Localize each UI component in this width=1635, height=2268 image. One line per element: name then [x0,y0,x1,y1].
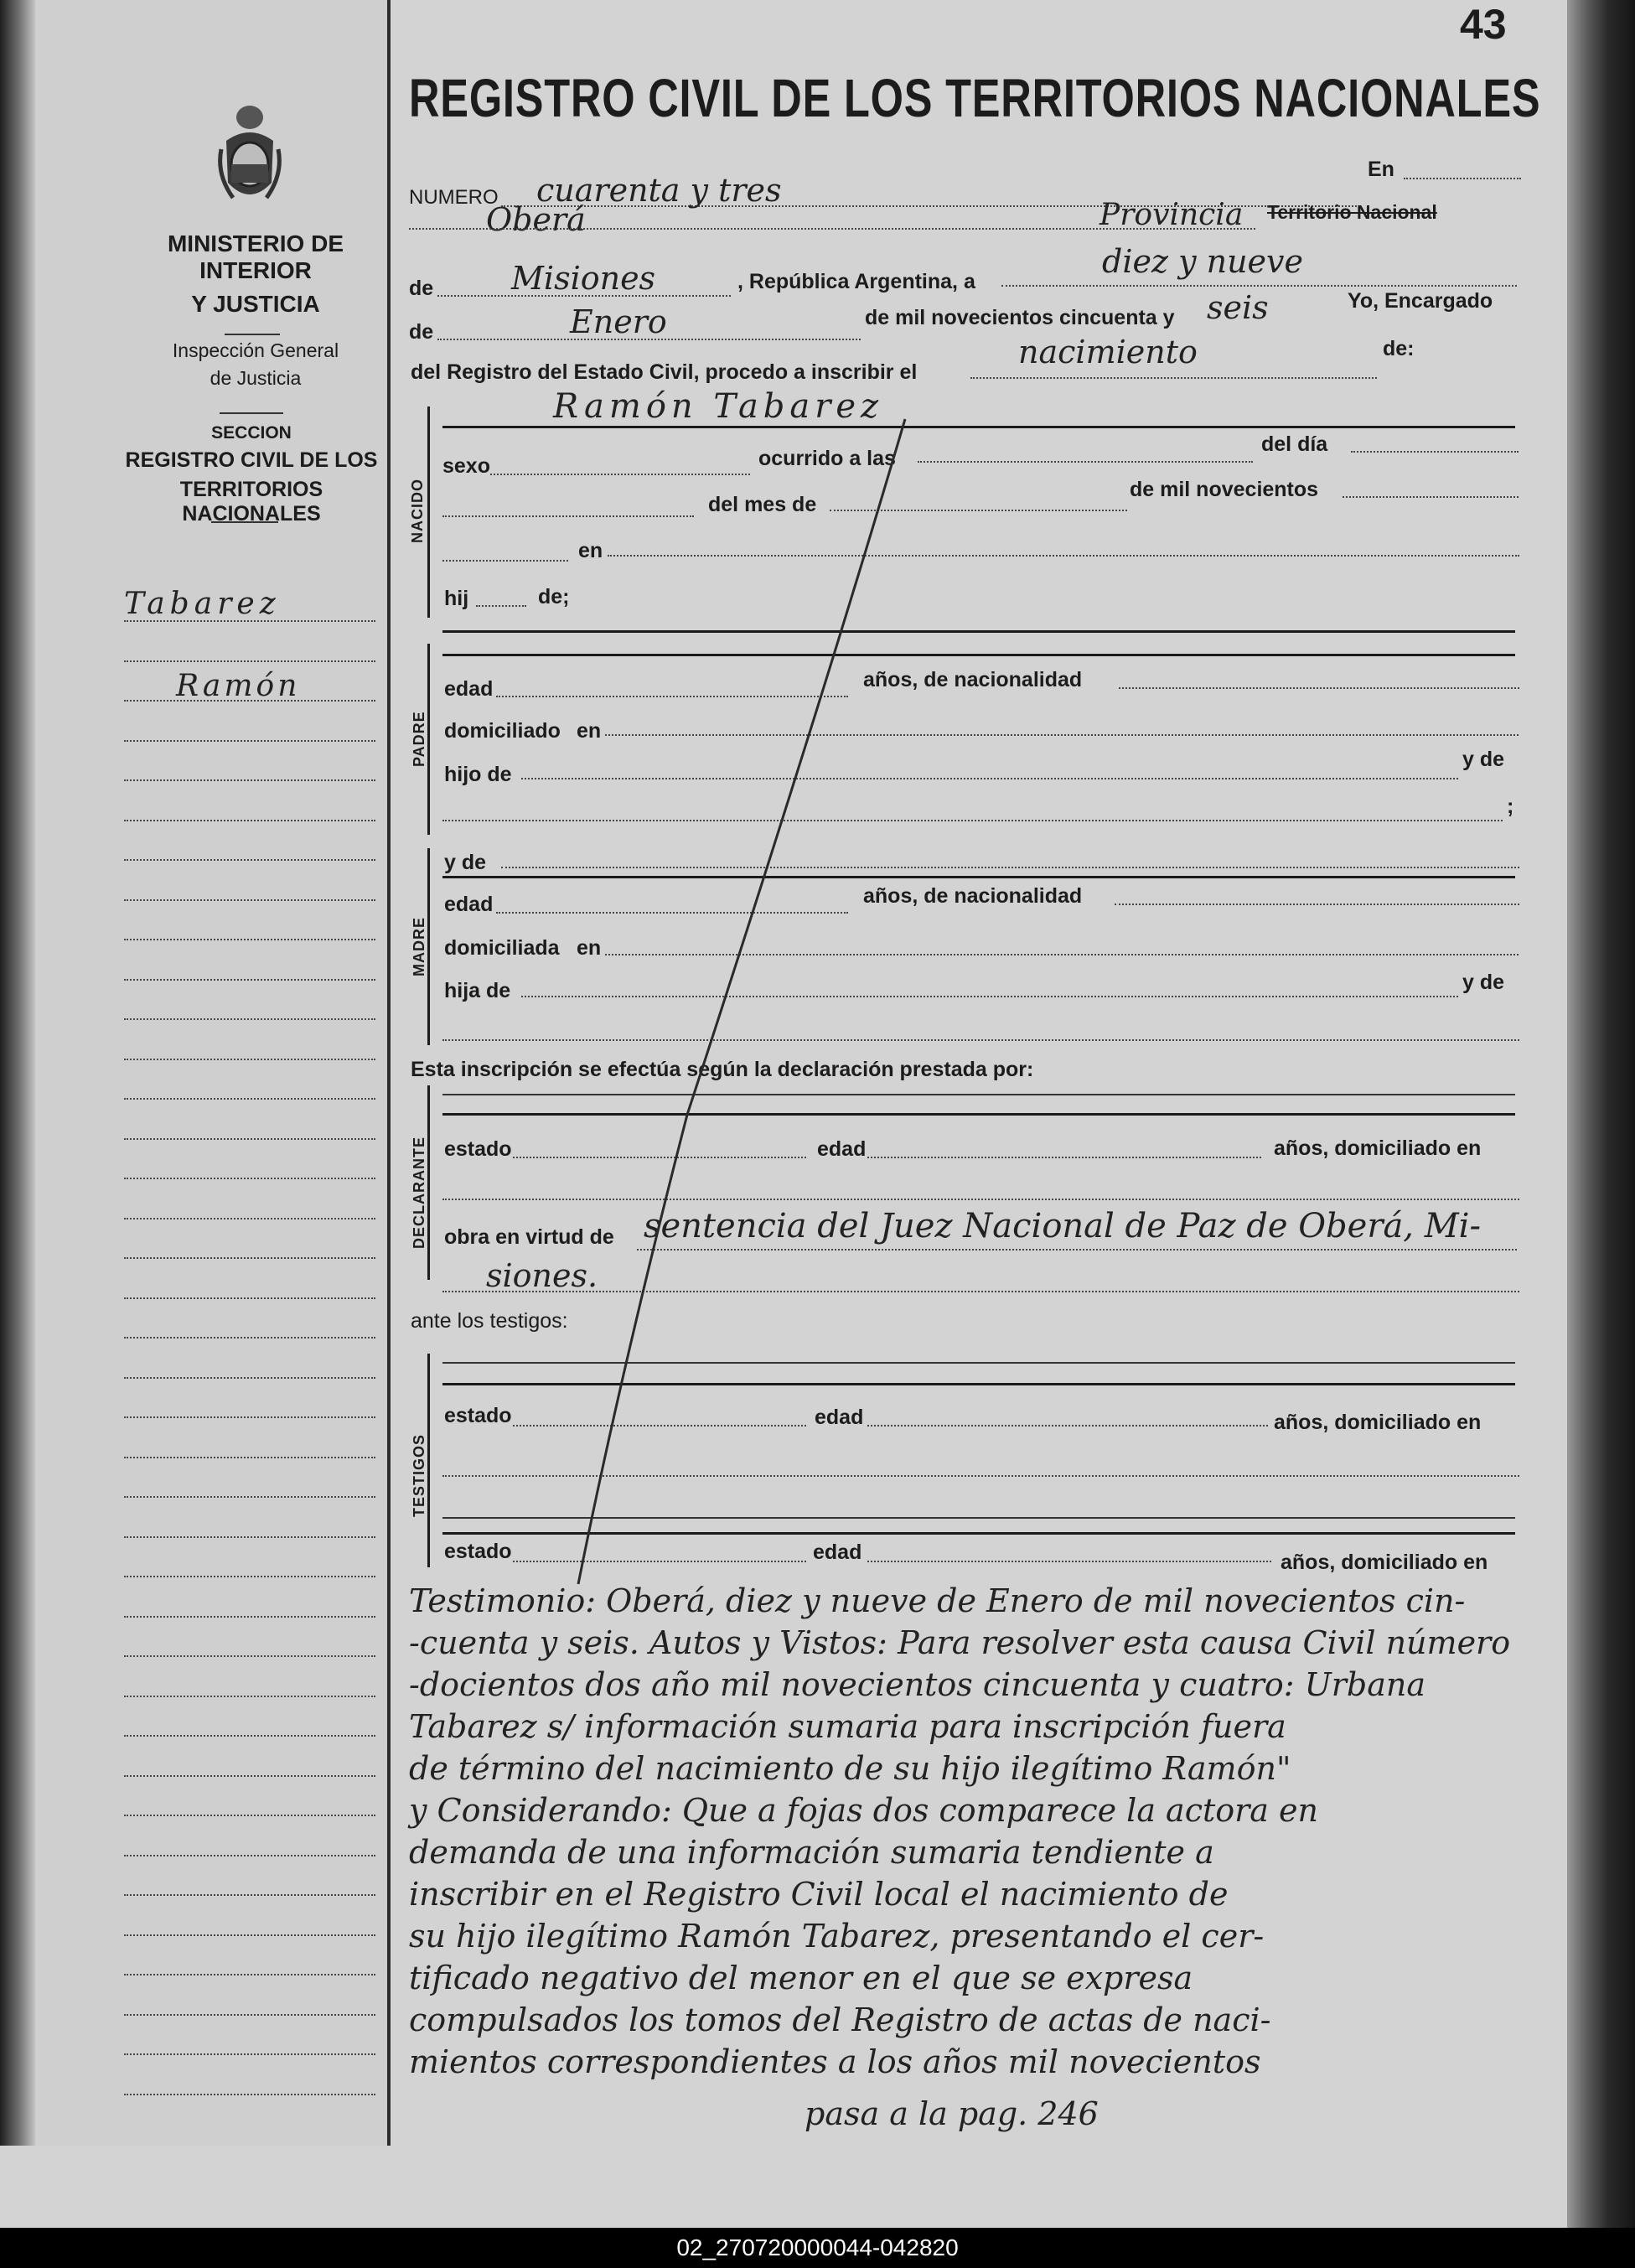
en-label: En [1368,158,1394,181]
sidebar-given-name: Ramón [176,669,301,703]
sidebar-rule [211,521,278,523]
inspection-block [126,339,385,390]
year-label: de mil novecientos cincuenta y [865,306,1175,329]
hij-label: hij [444,587,469,610]
sidebar-rule-line [124,1576,375,1577]
obra-label: obra en virtud de [444,1225,614,1249]
sidebar-rule-line [124,1855,375,1856]
testigos-intro-label: ante los testigos: [411,1309,568,1333]
sidebar-rule-line [124,700,375,702]
sidebar-rule-line [124,1974,375,1975]
inspection-line1: Inspección General [172,339,339,361]
testimonio-line: y Considerando: Que a fojas dos comparece la actora en [409,1792,1319,1829]
hij-de-label: de; [538,585,570,608]
republica-label: , República Argentina, a [737,270,975,293]
testimonio-line: mientos correspondientes a los años mil novecientos [409,2043,1261,2080]
coat-of-arms-icon [216,99,283,208]
hora-line [918,461,1253,463]
left-margin-panel [35,0,387,2146]
hijo-de-label: hijo de [444,763,512,786]
testimonio-block [409,1580,1532,2083]
nacido-en-label: en [578,539,603,562]
sidebar-rule-line [124,1934,375,1936]
madre-domiciliada-label: domiciliada [444,936,560,960]
testigos-label: TESTIGOS [411,1433,427,1517]
en-line [1404,178,1521,179]
padre-semicolon: ; [1507,795,1514,818]
madre-en-label: en [577,936,602,960]
del-dia-label: del día [1261,432,1328,456]
hija-de-label: hija de [444,979,511,1002]
sidebar-rule-line [124,899,375,901]
padre-y-de-label: y de [1462,748,1505,771]
year-value: seis [1207,289,1269,326]
sidebar-rule-line [124,1416,375,1418]
testimonio-line: demanda de una información sumaria tendiente a [409,1834,1214,1871]
section-label: SECCION [211,423,292,443]
provincia-value: Provincia [1099,198,1244,232]
declarante-edad-label: edad [817,1137,867,1161]
sidebar-rule-line [124,1218,375,1219]
numero-label: NUMERO [409,186,499,209]
padre-en-label: en [577,719,602,743]
sidebar-rule-line [124,2053,375,2055]
sidebar-rule-line [124,820,375,821]
mil-line [1343,496,1519,498]
ocurrido-label: ocurrido a las [758,447,896,470]
de3-label: de: [1383,337,1415,360]
nacido-bar [427,406,430,618]
book-spine [1567,0,1635,2229]
testimonio-line: -docientos dos año mil novecientos cincuenta y cuatro: Urbana [409,1666,1425,1703]
del-mes-label: del mes de [708,493,817,516]
sidebar-rule-line [124,620,375,622]
declarante-anos-label: años, domiciliado en [1274,1137,1482,1160]
dia-line [1351,451,1519,453]
place-value: Oberá [486,201,586,238]
act-type-line [970,377,1377,379]
sidebar-rule-line [124,1735,375,1737]
padre-nac-line [1119,687,1519,689]
sidebar-rule-line [124,1536,375,1538]
section-block [117,423,385,526]
testimonio-line: de término del nacimiento de su hijo ilegítimo Ramón" [409,1750,1291,1787]
sidebar-rule-line [124,1337,375,1339]
inspection-line2: de Justicia [210,367,302,389]
sidebar-rule-line [124,2014,375,2016]
testimonio-line: Testimonio: Oberá, diez y nueve de Enero de mil novecientos cin- [409,1582,1466,1619]
sidebar-rule-line [124,979,375,981]
ministry-title [126,230,385,318]
page-title: REGISTRO CIVIL DE LOS TERRITORIOS NACIONALES [409,68,1541,128]
cancel-stroke [545,411,922,1601]
sidebar-rule-line [124,1377,375,1379]
sexo-label: sexo [442,454,490,478]
hij-line [476,605,526,607]
madre-y-de2-label: y de [1462,971,1505,994]
sidebar-rule-line [124,1098,375,1100]
padre-label: PADRE [411,711,427,767]
sidebar-surname: Tabarez [124,587,281,621]
testimonio-line: Tabarez s/ información sumaria para inscripción fuera [409,1708,1286,1745]
sidebar-rule-line [124,1257,375,1259]
madre-y-de-label: y de [444,851,487,874]
testimonio-line: tificado negativo del menor en el que se expresa [409,1960,1193,1996]
madre-edad-label: edad [444,893,494,916]
declarante-edad-line [867,1157,1261,1158]
act-type-value: nacimiento [1018,334,1198,370]
nacido-label: NACIDO [409,479,426,543]
sidebar-rule [220,412,283,414]
day-line [1001,285,1517,287]
section-name-line1: REGISTRO CIVIL DE LOS [125,448,378,472]
sidebar-rule-line [124,1018,375,1020]
testimonio-line: su hijo ilegítimo Ramón Tabarez, presentando el cer- [409,1918,1265,1955]
testigos-anos-label: años, domiciliado en [1274,1411,1482,1434]
testigos-edad-label: edad [815,1406,864,1429]
testimonio-line: -cuenta y seis. Autos y Vistos: Para resolver esta causa Civil número [409,1624,1511,1661]
testigos-edad2-label: edad [813,1540,862,1564]
ministry-line1: MINISTERIO DE INTERIOR [167,230,344,283]
testigos-edad2-line [867,1561,1271,1562]
de-label: de [409,277,434,300]
registro-label: del Registro del Estado Civil, procedo a inscribir el [411,360,918,384]
declarante-label: DECLARANTE [411,1137,427,1249]
sidebar-rule-line [124,1457,375,1458]
sidebar-rule-line [124,1616,375,1618]
sidebar-rule-line [124,740,375,742]
book-binding [0,0,35,2146]
padre-anos-label: años, de nacionalidad [863,668,1083,691]
margin-divider [387,0,391,2146]
madre-anos-label: años, de nacionalidad [863,884,1083,908]
obra-value2: siones. [486,1257,598,1294]
numero-value: cuarenta y tres [536,172,782,209]
sidebar-rule-line [124,1815,375,1816]
month-value: Enero [570,303,667,340]
sidebar-rule-line [124,1775,375,1777]
province-name: Misiones [511,260,656,297]
sidebar-rule-line [124,1059,375,1060]
padre-edad-label: edad [444,677,494,701]
madre-nac-line [1115,904,1519,905]
sidebar-rule-line [124,1496,375,1498]
sidebar-rule-line [124,1894,375,1896]
madre-label: MADRE [411,917,427,976]
image-caption: 02_270720000044-042820 [0,2228,1635,2268]
mil-label: de mil novecientos [1130,478,1319,501]
testimonio-line: compulsados los tomos del Registro de actas de naci- [409,2001,1271,2038]
sidebar-rule-line [124,660,375,662]
declaracion-label: Esta inscripción se efectúa según la declaración prestada por: [411,1058,1034,1081]
sidebar-rule-line [124,779,375,781]
testigos-anos2-label: años, domiciliado en [1281,1551,1488,1574]
continuation-note: pasa a la pag. 246 [805,2095,1099,2132]
testigos-edad-line [867,1425,1268,1427]
padre-domiciliado-label: domiciliado [444,719,561,743]
encargado-label: Yo, Encargado [1348,289,1493,313]
obra-value: sentencia del Juez Nacional de Paz de Oberá, Mi- [644,1207,1481,1245]
de2-label: de [409,320,434,344]
sidebar-rule-line [124,2094,375,2095]
declarante-estado-label: estado [444,1137,512,1161]
sidebar-rule-line [124,939,375,940]
testimonio-line: inscribir en el Registro Civil local el nacimiento de [409,1876,1229,1913]
ministry-line2: Y JUSTICIA [191,291,320,317]
page-number: 43 [1460,1,1507,48]
testigos-estado2-label: estado [444,1540,512,1563]
sidebar-rule-line [124,859,375,861]
sidebar-rule-line [124,1178,375,1179]
sidebar-rule-line [124,1655,375,1657]
sidebar-rule-line [124,1297,375,1299]
sidebar-rule-line [124,1138,375,1140]
sidebar-rule-line [124,1696,375,1697]
section-name-line2: TERRITORIOS NACIONALES [179,478,323,526]
day-value: diez y nueve [1102,243,1304,280]
sidebar-rule [225,334,280,335]
territorio-label: Territorio Nacional [1267,201,1437,223]
testigos-estado-label: estado [444,1404,512,1427]
registered-name: Ramón Tabarez [553,387,884,426]
